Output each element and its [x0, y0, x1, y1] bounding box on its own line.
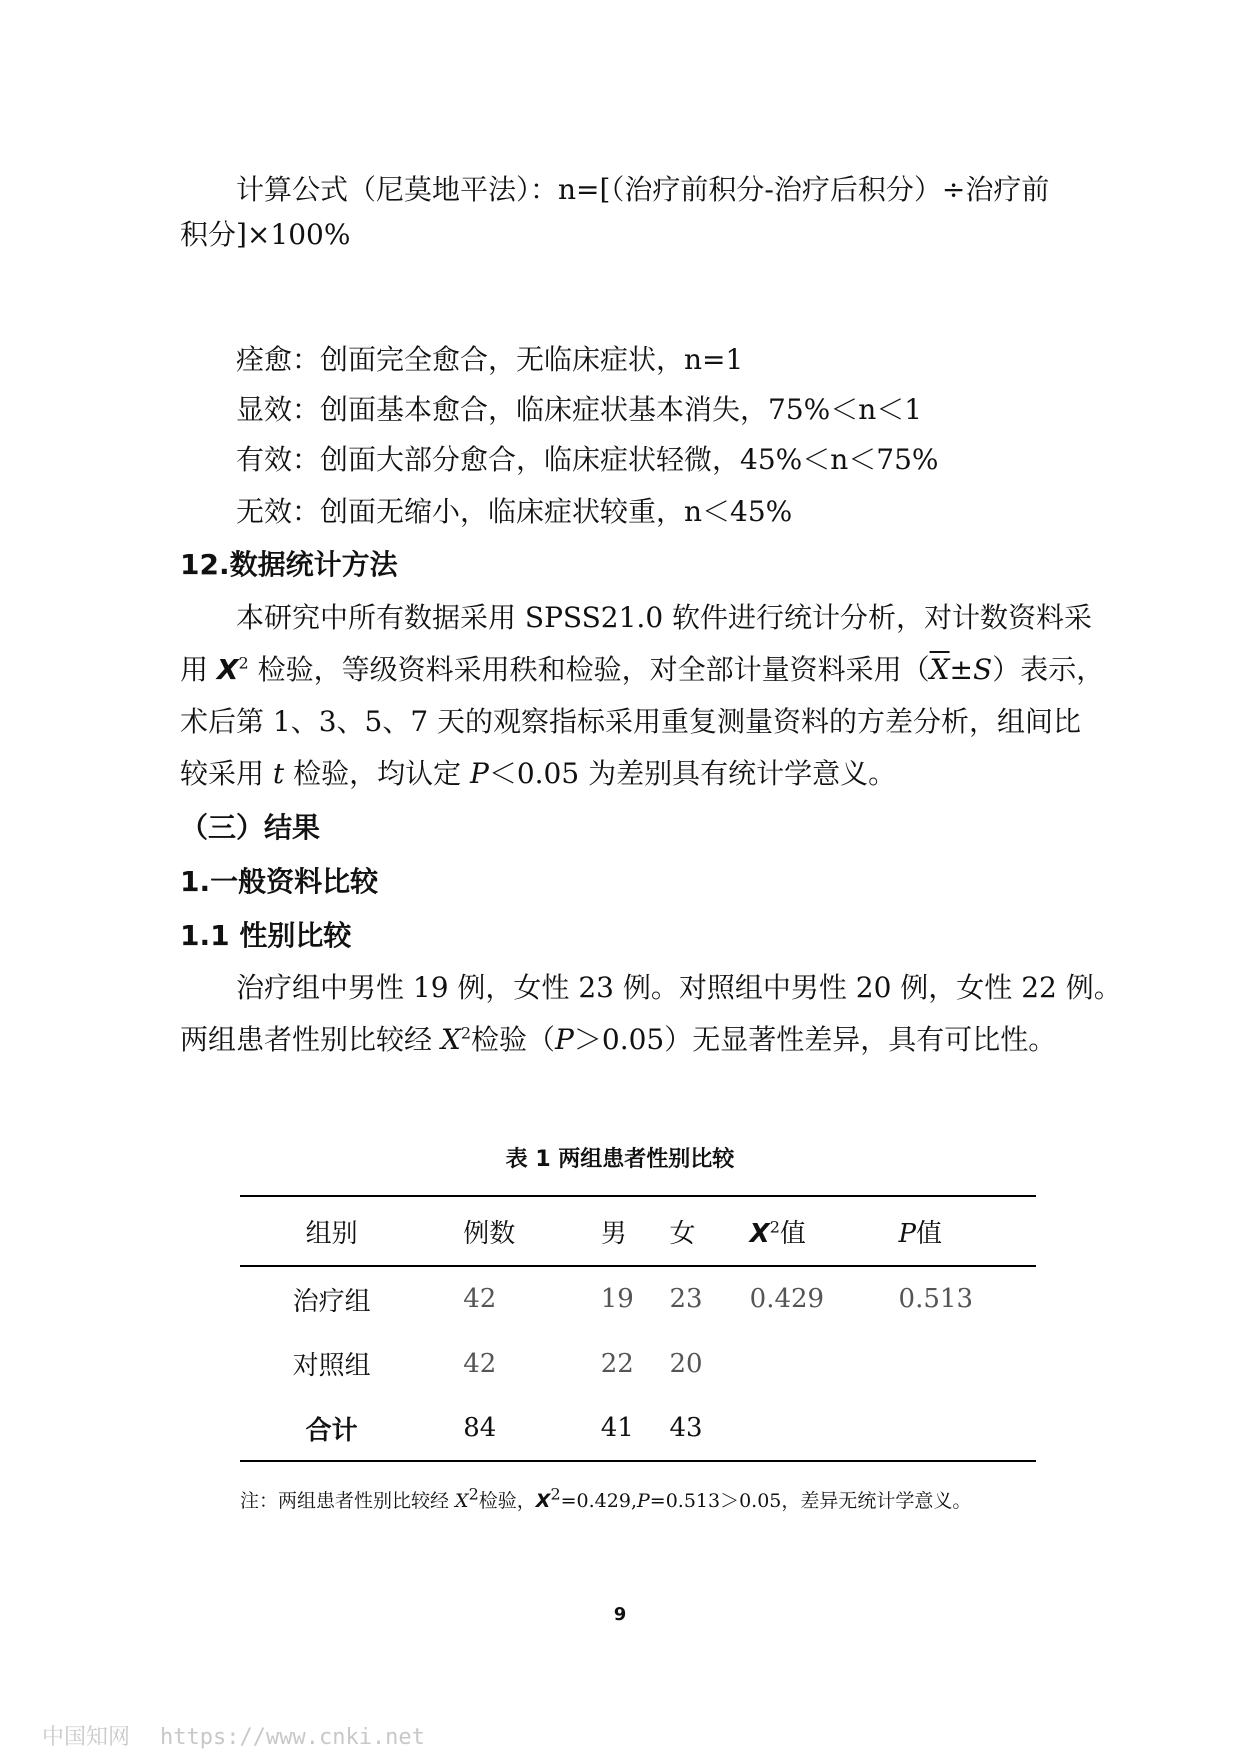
table-note: 注：两组患者性别比较经 $X^2$检验，$X^2=0.429,P=0.513>0.05$，差异无统计学意义。 [240, 1484, 972, 1512]
header-group: 组别 [240, 1196, 423, 1266]
criteria-effective: 有效：创面大部分愈合，临床症状轻微，45%＜n＜75% [236, 443, 939, 476]
page-number: 9 [613, 1604, 627, 1625]
heading-general-comparison: 1.一般资料比较 [180, 865, 379, 898]
stats-line-3: 术后第 1、3、5、7 天的观察指标采用重复测量资料的方差分析，组间比 [180, 705, 1082, 738]
watermark-brand: 中国知网 [42, 1725, 131, 1750]
criteria-invalid: 无效：创面无缩小，临床症状较重，n＜45% [236, 495, 793, 528]
header-chi-square: $X^2$值 [750, 1196, 899, 1266]
criteria-cured: 痊愈：创面完全愈合，无临床症状，n=1 [236, 343, 744, 376]
formula-line-1: 计算公式（尼莫地平法）：n=[（治疗前积分-治疗后积分）÷治疗前 [236, 173, 1050, 206]
stats-line-2: 用 $X^2$ 检验，等级资料采用秩和检验，对全部计量资料采用$(\overline{X}\pm S)$表示， [180, 653, 1105, 686]
heading-statistics: 12.数据统计方法 [180, 548, 398, 581]
table-header-row [240, 1196, 1036, 1266]
header-male: 男 [601, 1196, 670, 1266]
sex-line-2: 两组患者性别比较经 $X^2$检验（P＞0.05）无显著性差异，具有可比性。 [180, 1023, 1057, 1056]
sex-line-1: 治疗组中男性 19 例，女性 23 例。对照组中男性 20 例，女性 22 例。 [236, 971, 1122, 1004]
heading-sex-comparison: 1.1 性别比较 [180, 919, 352, 952]
stats-line-1: 本研究中所有数据采用 SPSS21.0 软件进行统计分析，对计数资料采 [236, 601, 1093, 634]
table-row: 对照组 42 22 20 [292, 1348, 703, 1381]
sex-comparison-table [240, 1195, 1036, 1462]
heading-results: （三）结果 [180, 811, 321, 844]
formula-line-2: 积分]×100% [180, 218, 351, 251]
table-caption: 表 1 两组患者性别比较 [505, 1147, 735, 1172]
header-p-value: P值 [899, 1196, 1036, 1266]
table-row: 治疗组 42 19 23 0.429 0.513 [292, 1284, 973, 1317]
header-count: 例数 [423, 1196, 601, 1266]
watermark-url[interactable]: https://www.cnki.net [160, 1725, 425, 1750]
header-female: 女 [669, 1196, 749, 1266]
criteria-marked: 显效：创面基本愈合，临床症状基本消失，75%＜n＜1 [236, 393, 923, 426]
xbar-symbol: $\overline{X}$ [929, 653, 950, 686]
watermark [42, 1720, 455, 1751]
stats-line-4: 较采用 t 检验，均认定 P＜0.05 为差别具有统计学意义。 [180, 757, 897, 790]
table-row-total: 合计 84 41 43 [240, 1396, 1036, 1461]
